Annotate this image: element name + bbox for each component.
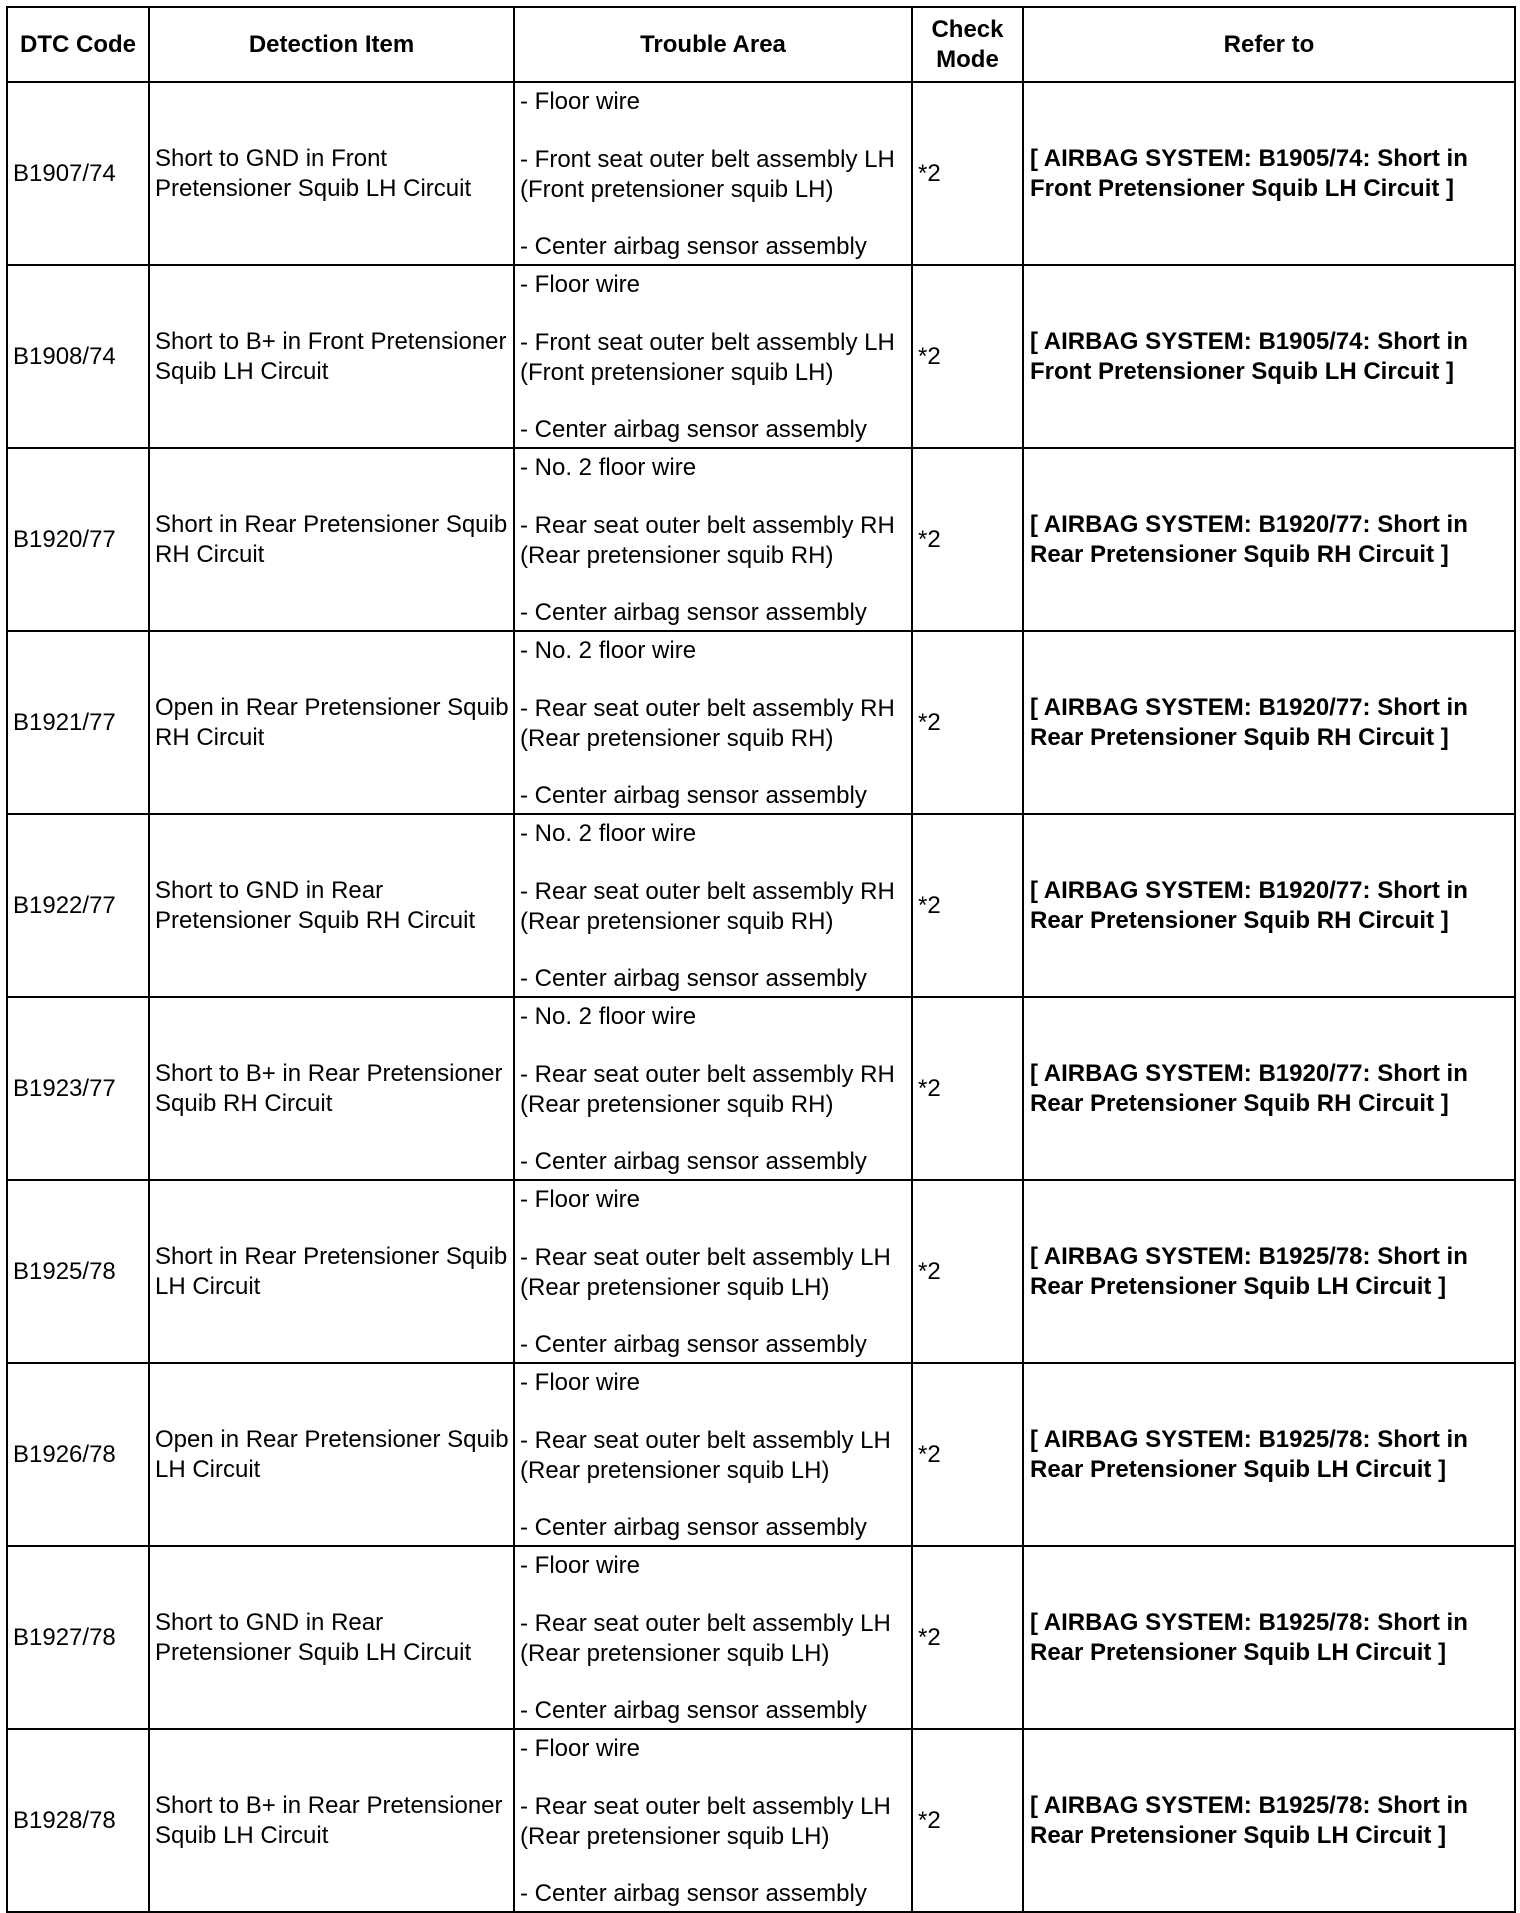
trouble-area-item: - Rear seat outer belt assembly RH (Rear pretensioner squib RH) — [520, 511, 895, 569]
trouble-area-item: - Rear seat outer belt assembly LH (Rear pretensioner squib LH) — [520, 1609, 891, 1667]
trouble-area-list — [520, 449, 907, 630]
table-row — [7, 1546, 1515, 1729]
trouble-area-item: - Center airbag sensor assembly — [520, 599, 867, 626]
detection-item-cell: Short to GND in Rear Pretensioner Squib LH Circuit — [149, 1546, 514, 1729]
trouble-area-cell — [514, 814, 912, 997]
dtc-code-cell: B1927/78 — [7, 1546, 149, 1729]
trouble-area-item: - Floor wire — [520, 271, 641, 298]
dtc-code-cell: B1923/77 — [7, 997, 149, 1180]
detection-item-cell: Short to B+ in Front Pretensioner Squib LH Circuit — [149, 265, 514, 448]
trouble-area-item: - Center airbag sensor assembly — [520, 1148, 867, 1175]
trouble-area-item: - Rear seat outer belt assembly LH (Rear pretensioner squib LH) — [520, 1426, 891, 1484]
dtc-table — [6, 6, 1516, 1913]
trouble-area-list — [520, 632, 907, 813]
table-row — [7, 1729, 1515, 1912]
trouble-area-item: - Center airbag sensor assembly — [520, 1697, 867, 1724]
trouble-area-item: - Center airbag sensor assembly — [520, 1514, 867, 1541]
dtc-code-cell: B1925/78 — [7, 1180, 149, 1363]
trouble-area-item: - Center airbag sensor assembly — [520, 233, 867, 260]
trouble-area-item: - Center airbag sensor assembly — [520, 782, 867, 809]
check-mode-cell: *2 — [912, 814, 1023, 997]
trouble-area-list — [520, 1730, 907, 1911]
check-mode-cell: *2 — [912, 997, 1023, 1180]
table-row — [7, 631, 1515, 814]
trouble-area-list — [520, 998, 907, 1179]
trouble-area-item: - Floor wire — [520, 1735, 641, 1762]
trouble-area-cell — [514, 1729, 912, 1912]
trouble-area-item: - Center airbag sensor assembly — [520, 416, 867, 443]
trouble-area-item: - Floor wire — [520, 88, 641, 115]
dtc-code-cell: B1928/78 — [7, 1729, 149, 1912]
trouble-area-item: - Floor wire — [520, 1369, 641, 1396]
trouble-area-item: - Rear seat outer belt assembly RH (Rear pretensioner squib RH) — [520, 877, 895, 935]
trouble-area-list — [520, 815, 907, 996]
check-mode-cell: *2 — [912, 631, 1023, 814]
detection-item-cell: Short in Rear Pretensioner Squib LH Circuit — [149, 1180, 514, 1363]
trouble-area-list — [520, 266, 907, 447]
refer-to-cell: [ AIRBAG SYSTEM: B1925/78: Short in Rear Pretensioner Squib LH Circuit ] — [1023, 1180, 1515, 1363]
refer-to-cell: [ AIRBAG SYSTEM: B1925/78: Short in Rear Pretensioner Squib LH Circuit ] — [1023, 1729, 1515, 1912]
trouble-area-cell — [514, 265, 912, 448]
trouble-area-item: - No. 2 floor wire — [520, 820, 697, 847]
header-check-mode: Check Mode — [912, 7, 1023, 82]
table-row — [7, 82, 1515, 265]
detection-item-cell: Short to GND in Rear Pretensioner Squib RH Circuit — [149, 814, 514, 997]
detection-item-cell: Short to B+ in Rear Pretensioner Squib RH Circuit — [149, 997, 514, 1180]
trouble-area-list — [520, 1364, 907, 1545]
trouble-area-item: - Center airbag sensor assembly — [520, 965, 867, 992]
dtc-code-cell: B1920/77 — [7, 448, 149, 631]
check-mode-cell: *2 — [912, 82, 1023, 265]
refer-to-cell: [ AIRBAG SYSTEM: B1925/78: Short in Rear Pretensioner Squib LH Circuit ] — [1023, 1363, 1515, 1546]
header-detection-item: Detection Item — [149, 7, 514, 82]
refer-to-cell: [ AIRBAG SYSTEM: B1920/77: Short in Rear Pretensioner Squib RH Circuit ] — [1023, 448, 1515, 631]
detection-item-cell: Open in Rear Pretensioner Squib LH Circuit — [149, 1363, 514, 1546]
table-row — [7, 1363, 1515, 1546]
detection-item-cell: Short to B+ in Rear Pretensioner Squib LH Circuit — [149, 1729, 514, 1912]
trouble-area-item: - Rear seat outer belt assembly RH (Rear pretensioner squib RH) — [520, 1060, 895, 1118]
header-dtc-code: DTC Code — [7, 7, 149, 82]
trouble-area-item: - Floor wire — [520, 1186, 641, 1213]
trouble-area-cell — [514, 1180, 912, 1363]
dtc-code-cell: B1926/78 — [7, 1363, 149, 1546]
trouble-area-item: - No. 2 floor wire — [520, 454, 697, 481]
trouble-area-item: - Front seat outer belt assembly LH (Front pretensioner squib LH) — [520, 145, 895, 203]
trouble-area-list — [520, 83, 907, 264]
trouble-area-item: - Rear seat outer belt assembly RH (Rear pretensioner squib RH) — [520, 694, 895, 752]
trouble-area-cell — [514, 631, 912, 814]
dtc-code-cell: B1922/77 — [7, 814, 149, 997]
refer-to-cell: [ AIRBAG SYSTEM: B1920/77: Short in Rear Pretensioner Squib RH Circuit ] — [1023, 631, 1515, 814]
dtc-code-cell: B1921/77 — [7, 631, 149, 814]
table-row — [7, 448, 1515, 631]
trouble-area-cell — [514, 997, 912, 1180]
trouble-area-item: - Floor wire — [520, 1552, 641, 1579]
detection-item-cell: Open in Rear Pretensioner Squib RH Circuit — [149, 631, 514, 814]
check-mode-cell: *2 — [912, 265, 1023, 448]
refer-to-cell: [ AIRBAG SYSTEM: B1905/74: Short in Front Pretensioner Squib LH Circuit ] — [1023, 82, 1515, 265]
trouble-area-item: - No. 2 floor wire — [520, 1003, 697, 1030]
trouble-area-cell — [514, 82, 912, 265]
header-refer-to: Refer to — [1023, 7, 1515, 82]
trouble-area-cell — [514, 1363, 912, 1546]
refer-to-cell: [ AIRBAG SYSTEM: B1925/78: Short in Rear Pretensioner Squib LH Circuit ] — [1023, 1546, 1515, 1729]
detection-item-cell: Short to GND in Front Pretensioner Squib LH Circuit — [149, 82, 514, 265]
trouble-area-item: - Center airbag sensor assembly — [520, 1880, 867, 1907]
trouble-area-item: - No. 2 floor wire — [520, 637, 697, 664]
check-mode-cell: *2 — [912, 1546, 1023, 1729]
trouble-area-list — [520, 1181, 907, 1362]
trouble-area-item: - Rear seat outer belt assembly LH (Rear pretensioner squib LH) — [520, 1792, 891, 1850]
check-mode-cell: *2 — [912, 1363, 1023, 1546]
trouble-area-cell — [514, 448, 912, 631]
trouble-area-list — [520, 1547, 907, 1728]
check-mode-cell: *2 — [912, 1180, 1023, 1363]
trouble-area-item: - Rear seat outer belt assembly LH (Rear pretensioner squib LH) — [520, 1243, 891, 1301]
table-row — [7, 814, 1515, 997]
table-header-row — [7, 7, 1515, 82]
table-row — [7, 1180, 1515, 1363]
refer-to-cell: [ AIRBAG SYSTEM: B1920/77: Short in Rear Pretensioner Squib RH Circuit ] — [1023, 814, 1515, 997]
check-mode-cell: *2 — [912, 448, 1023, 631]
trouble-area-item: - Front seat outer belt assembly LH (Front pretensioner squib LH) — [520, 328, 895, 386]
trouble-area-cell — [514, 1546, 912, 1729]
dtc-code-cell: B1907/74 — [7, 82, 149, 265]
table-row — [7, 997, 1515, 1180]
refer-to-cell: [ AIRBAG SYSTEM: B1905/74: Short in Front Pretensioner Squib LH Circuit ] — [1023, 265, 1515, 448]
detection-item-cell: Short in Rear Pretensioner Squib RH Circuit — [149, 448, 514, 631]
dtc-code-cell: B1908/74 — [7, 265, 149, 448]
header-trouble-area: Trouble Area — [514, 7, 912, 82]
trouble-area-item: - Center airbag sensor assembly — [520, 1331, 867, 1358]
check-mode-cell: *2 — [912, 1729, 1023, 1912]
table-row — [7, 265, 1515, 448]
refer-to-cell: [ AIRBAG SYSTEM: B1920/77: Short in Rear Pretensioner Squib RH Circuit ] — [1023, 997, 1515, 1180]
